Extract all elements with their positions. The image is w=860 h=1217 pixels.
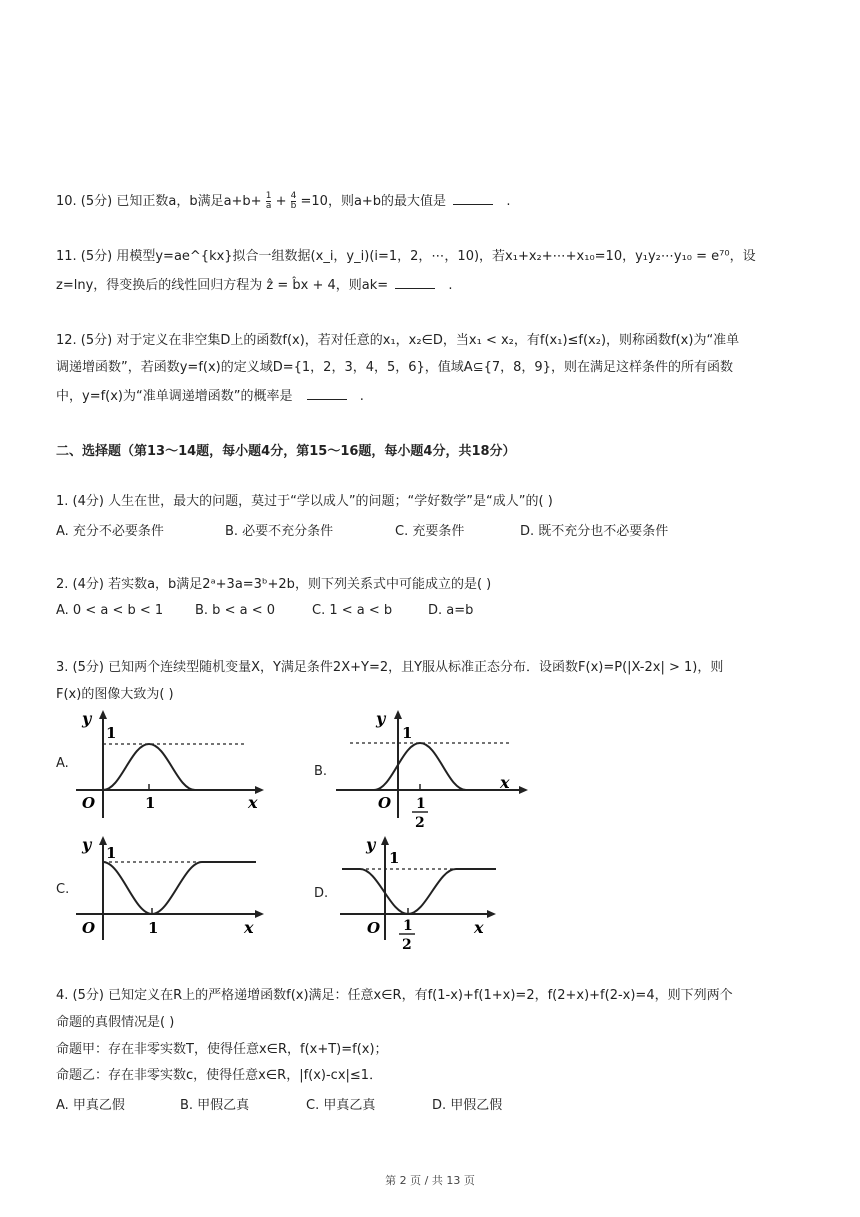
graph-d-one-label: 1: [389, 849, 400, 867]
choice-4-option-c: C. 甲真乙真: [306, 1098, 376, 1113]
graph-c-tick-1-label: 1: [148, 919, 159, 937]
graph-d-half-num: 1: [403, 918, 413, 934]
question-11-line-2: z=lny，得变换后的线性回归方程为 ẑ = b̂x + 4，则ak= .: [56, 278, 453, 293]
graph-c-one-label: 1: [106, 844, 117, 862]
choice-1-option-a: A. 充分不必要条件: [56, 524, 164, 539]
q10-frac-1: $\frac{1}{a}$: [265, 191, 272, 211]
graph-a: [76, 708, 266, 820]
choice-2-option-a: A. 0 < a < b < 1: [56, 603, 164, 618]
question-10: 10. (5分) 已知正数a，b满足a+b+ $\frac{1}{a}$ + $\frac{4}{b}$ =10，则a+b的最大值是 .: [56, 191, 511, 211]
q10-text-a: 10. (5分) 已知正数a，b满足a+b+: [56, 194, 262, 209]
graph-b-one-label: 1: [402, 724, 413, 742]
q10-frac-2: $\frac{4}{b}$: [290, 191, 297, 211]
choice-1-option-d: D. 既不充分也不必要条件: [520, 524, 669, 539]
graph-a-origin-label: O: [82, 794, 96, 812]
graph-c-origin-label: O: [82, 919, 96, 937]
graph-c: [76, 834, 266, 942]
choice-1-stem: 1. (4分) 人生在世，最大的问题，莫过于“学以成人”的问题；“学好数学”是“成人”的( ): [56, 494, 553, 509]
graph-b-label: B.: [314, 764, 328, 779]
choice-4-option-b: B. 甲假乙真: [180, 1098, 250, 1113]
choice-1-option-c: C. 充要条件: [395, 524, 465, 539]
q11-answer-blank: [395, 276, 435, 289]
graph-a-one-label: 1: [106, 724, 117, 742]
graph-d-y-label: y: [366, 835, 376, 854]
question-12-line-1: 12. (5分) 对于定义在非空集D上的函数f(x)，若对任意的x₁，x₂∈D，当x₁ < x₂，有f(x₁)≤f(x₂)，则称函数f(x)为“准单: [56, 333, 740, 348]
choice-4-proposition-yi: 命题乙：存在非零实数c，使得任意x∈R，|f(x)-cx|≤1．: [56, 1068, 383, 1083]
choice-4-stem-line-2: 命题的真假情况是( ): [56, 1015, 175, 1030]
q10-text-b: =10，则a+b的最大值是: [300, 194, 447, 209]
graph-d-label: D.: [314, 886, 329, 901]
choice-3-stem-line-1: 3. (5分) 已知两个连续型随机变量X，Y满足条件2X+Y=2，且Y服从标准正态分布．设函数F(x)=P(|X-2x| > 1)，则: [56, 660, 724, 675]
graph-c-y-label: y: [82, 835, 92, 854]
choice-4-proposition-jia: 命题甲：存在非零实数T，使得任意x∈R，f(x+T)=f(x)；: [56, 1042, 388, 1057]
graph-c-label: C.: [56, 882, 70, 897]
graph-d-half-den: 2: [402, 937, 412, 953]
question-12-line-3: 中，y=f(x)为“准单调递增函数”的概率是 .: [56, 389, 364, 404]
choice-4-option-a: A. 甲真乙假: [56, 1098, 125, 1113]
q12-answer-blank: [307, 387, 347, 400]
graph-c-x-label: x: [244, 918, 254, 937]
graph-b-x-label: x: [500, 773, 510, 792]
question-11-line-1: 11. (5分) 用模型y=ae^{kx}拟合一组数据(x_i，y_i)(i=1，2，⋯，10)，若x₁+x₂+⋯+x₁₀=10，y₁y₂⋯y₁₀ = e⁷⁰，设: [56, 249, 756, 264]
choice-2-option-c: C. 1 < a < b: [312, 603, 393, 618]
graph-b-half-den: 2: [415, 815, 425, 831]
graph-b: [336, 708, 531, 833]
graph-a-label: A.: [56, 756, 69, 771]
graph-a-tick-1-label: 1: [145, 794, 156, 812]
choice-4-stem-line-1: 4. (5分) 已知定义在R上的严格递增函数f(x)满足：任意x∈R，有f(1-x)+f(1+x)=2，f(2+x)+f(2-x)=4，则下列两个: [56, 988, 733, 1003]
graph-b-origin-label: O: [378, 794, 392, 812]
question-12-line-2: 调递增函数”，若函数y=f(x)的定义域D={1，2，3，4，5，6}，值域A⊆{7，8，9}，则在满足这样条件的所有函数: [56, 360, 733, 375]
choice-2-option-b: B. b < a < 0: [195, 603, 275, 618]
q10-answer-blank: [453, 192, 493, 205]
page-footer: 第 2 页 / 共 13 页: [385, 1174, 475, 1187]
graph-d-origin-label: O: [367, 919, 381, 937]
choice-2-option-d: D. a=b: [428, 603, 474, 618]
graph-a-y-label: y: [82, 709, 92, 728]
choice-4-option-d: D. 甲假乙假: [432, 1098, 503, 1113]
graph-b-y-label: y: [376, 709, 386, 728]
graph-d-x-label: x: [474, 918, 484, 937]
graph-d: [340, 834, 500, 954]
graph-a-x-label: x: [248, 793, 258, 812]
choice-2-stem: 2. (4分) 若实数a，b满足2ᵃ+3a=3ᵇ+2b，则下列关系式中可能成立的是( ): [56, 577, 492, 592]
choice-3-stem-line-2: F(x)的图像大致为( ): [56, 687, 174, 702]
section-2-heading: 二、选择题（第13～14题，每小题4分，第15～16题，每小题4分，共18分）: [56, 444, 516, 459]
choice-1-option-b: B. 必要不充分条件: [225, 524, 334, 539]
graph-b-half-num: 1: [416, 796, 426, 812]
